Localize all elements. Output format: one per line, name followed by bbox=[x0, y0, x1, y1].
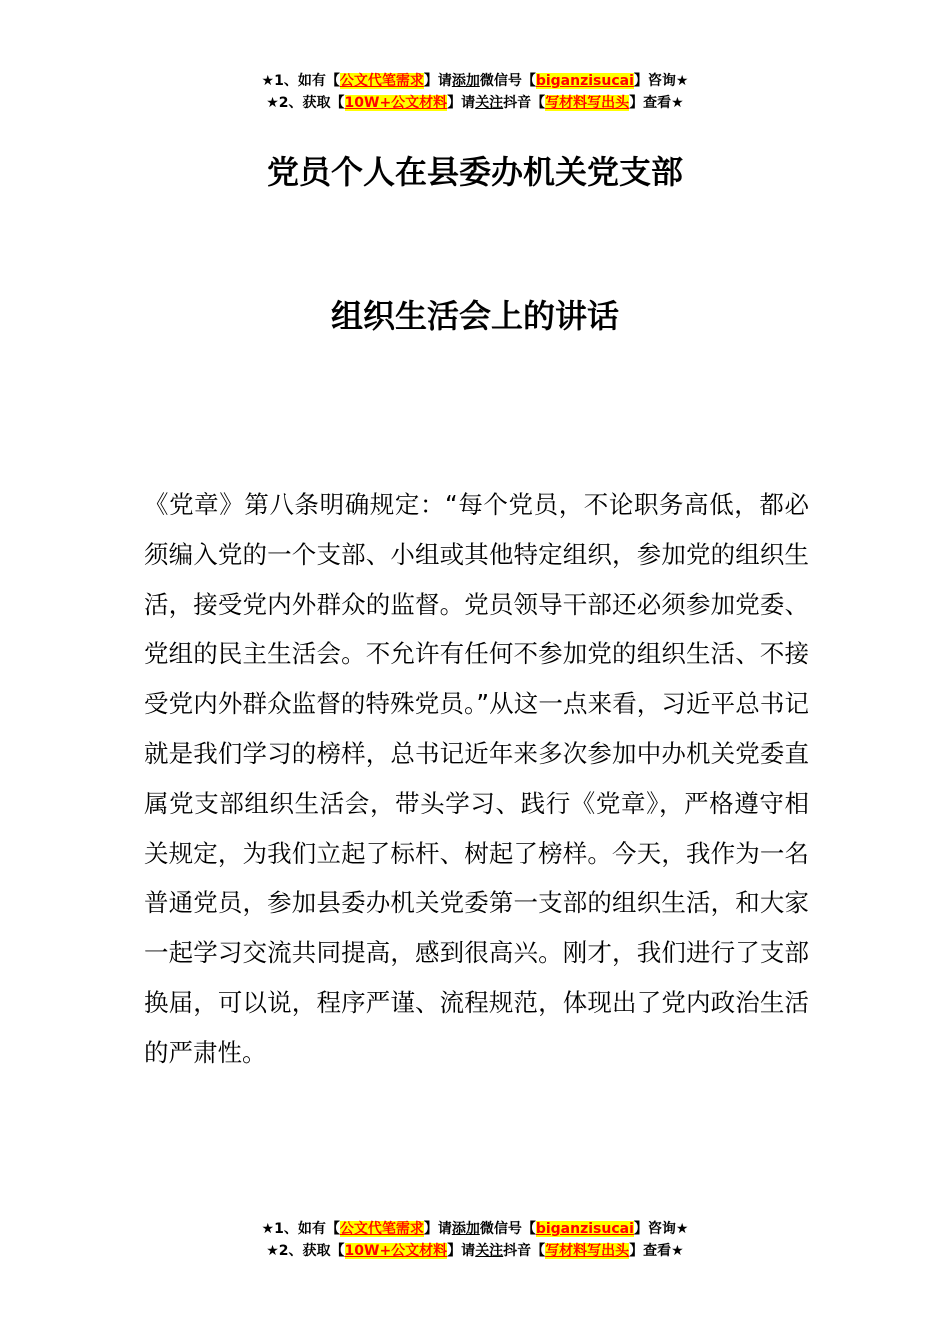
douyin-account-highlight: 写材料写出头 bbox=[545, 95, 630, 111]
banner-text: ★2、获取【 bbox=[266, 1243, 345, 1259]
douyin-account-highlight: 写材料写出头 bbox=[545, 1243, 630, 1259]
banner-text: 抖音【 bbox=[503, 1243, 546, 1259]
banner-text: 微信号【 bbox=[479, 73, 536, 89]
service-highlight: 公文代笔需求 bbox=[339, 73, 424, 89]
banner-underlined-text: 关注 bbox=[475, 1243, 504, 1259]
materials-highlight: 10W+公文材料 bbox=[344, 95, 448, 111]
banner-underlined-text: 关注 bbox=[475, 95, 504, 111]
wechat-id-highlight: biganzisucai bbox=[535, 1221, 634, 1237]
top-banner bbox=[0, 70, 950, 114]
document-title-line-2: 组织生活会上的讲话 bbox=[330, 297, 619, 335]
banner-line-2 bbox=[0, 92, 950, 114]
banner-line-1 bbox=[0, 1218, 950, 1240]
banner-underlined-text: 添加 bbox=[451, 73, 480, 89]
banner-text: 】咨询★ bbox=[633, 1221, 689, 1237]
banner-text: 】请 bbox=[423, 73, 452, 89]
banner-text: ★1、如有【 bbox=[261, 73, 340, 89]
banner-text: 】查看★ bbox=[629, 95, 684, 111]
wechat-id-highlight: biganzisucai bbox=[535, 73, 634, 89]
banner-text: 】请 bbox=[447, 95, 476, 111]
bottom-banner bbox=[0, 1218, 950, 1262]
banner-text: 】查看★ bbox=[629, 1243, 684, 1259]
banner-text: ★1、如有【 bbox=[261, 1221, 340, 1237]
banner-text: 】请 bbox=[447, 1243, 476, 1259]
banner-line-1 bbox=[0, 70, 950, 92]
banner-underlined-text: 添加 bbox=[451, 1221, 480, 1237]
banner-text: 抖音【 bbox=[503, 95, 546, 111]
banner-line-2 bbox=[0, 1240, 950, 1262]
banner-text: 微信号【 bbox=[479, 1221, 536, 1237]
body-paragraph: 《党章》第八条明确规定：“每个党员，不论职务高低，都必须编入党的一个支部、小组或其他特定组织，参加党的组织生活，接受党内外群众的监督。党员领导干部还必须参加党委、党组的民主生活会。不允许有任何不参加党的组织生活、不接受党内外群众监督的特殊党员。”从这一点来看，习近平总书记就是我们学习的榜样，总书记近年来多次参加中办机关党委直属党支部组织生活会，带头学习、践行《党章》，严格遵守相关规定，为我们立起了标杆、树起了榜样。今天，我作为一名普通党员，参加县委办机关党委第一支部的组织生活，和大家一起学习交流共同提高，感到很高兴。刚才，我们进行了支部换届，可以说，程序严谨、流程规范，体现出了党内政治生活的严肃性。 bbox=[144, 490, 809, 1067]
service-highlight: 公文代笔需求 bbox=[339, 1221, 424, 1237]
materials-highlight: 10W+公文材料 bbox=[344, 1243, 448, 1259]
banner-text: ★2、获取【 bbox=[266, 95, 345, 111]
banner-text: 】咨询★ bbox=[633, 73, 689, 89]
banner-text: 】请 bbox=[423, 1221, 452, 1237]
document-title-line-1: 党员个人在县委办机关党支部 bbox=[266, 153, 683, 191]
